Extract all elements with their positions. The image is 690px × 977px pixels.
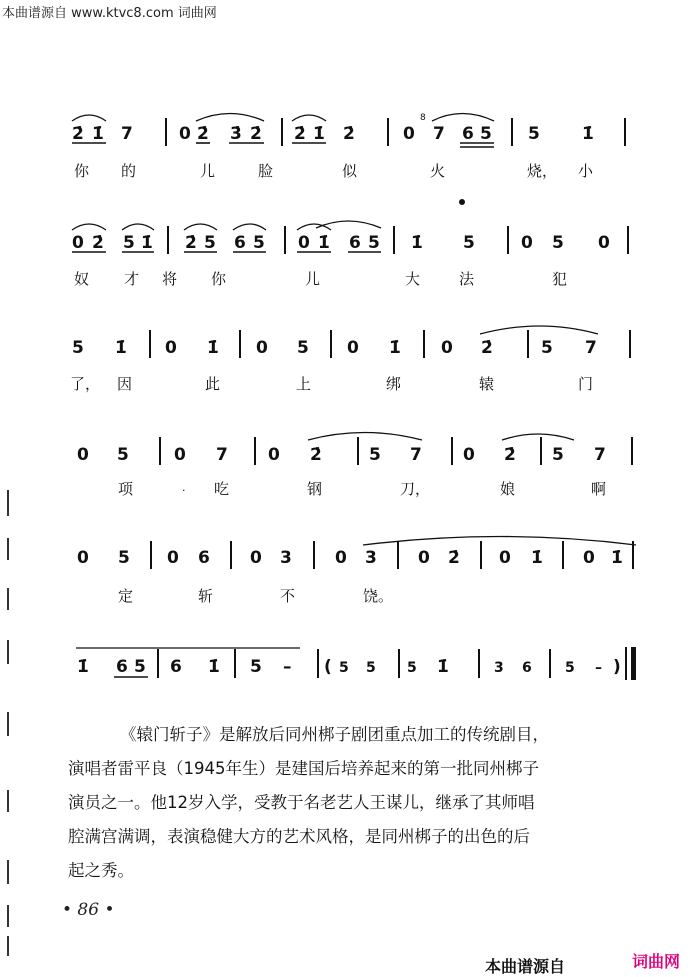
- svg-text:刀，: 刀，: [400, 480, 431, 498]
- svg-text:0: 0: [268, 445, 280, 465]
- lyrics-row-4: [118, 480, 606, 498]
- svg-text:6: 6: [116, 657, 128, 677]
- svg-text:不: 不: [280, 587, 296, 605]
- svg-text:5: 5: [552, 233, 564, 253]
- svg-text:0: 0: [174, 445, 186, 465]
- svg-text:0: 0: [77, 445, 89, 465]
- svg-text:0: 0: [256, 338, 268, 358]
- svg-text:1̇: 1̇: [207, 338, 219, 358]
- scan-mark: [7, 588, 9, 610]
- svg-text:5: 5: [463, 233, 475, 253]
- score-row-2: [72, 199, 628, 254]
- svg-text:1̇: 1̇: [437, 657, 449, 677]
- source-watermark: 本曲谱源自 www.ktvc8.com 词曲网: [2, 6, 217, 21]
- score-row-1: [72, 113, 625, 147]
- svg-text:6: 6: [170, 657, 182, 677]
- svg-text:饶。: 饶。: [363, 587, 394, 605]
- svg-text:2̇: 2̇: [310, 445, 322, 465]
- note: 0: [403, 124, 415, 144]
- svg-text:1̇: 1̇: [141, 233, 153, 253]
- note: 2̇: [294, 124, 306, 144]
- svg-text:0: 0: [335, 548, 347, 568]
- svg-text:犯: 犯: [552, 270, 568, 288]
- scan-mark: [7, 936, 9, 956]
- svg-text:法: 法: [459, 270, 475, 288]
- svg-text:脸: 脸: [258, 162, 274, 180]
- note: 1̇: [582, 124, 594, 144]
- slur: [432, 114, 494, 122]
- svg-text:0: 0: [499, 548, 511, 568]
- svg-text:5: 5: [368, 233, 380, 253]
- description-line: 《辕门斩子》是解放后同州梆子剧团重点加工的传统剧目，: [120, 725, 549, 744]
- note: 2̇: [343, 124, 355, 144]
- footer-source-label: 本曲谱源自: [485, 957, 566, 976]
- svg-text:5: 5: [134, 657, 146, 677]
- note: 7: [121, 124, 133, 144]
- note: 2̇: [250, 124, 262, 144]
- svg-text:2̇: 2̇: [448, 548, 460, 568]
- grace-note: 8: [420, 113, 426, 123]
- scan-mark: [7, 490, 9, 516]
- scan-mark: [7, 640, 9, 664]
- score-row-5: [77, 537, 636, 570]
- svg-text:5: 5: [123, 233, 135, 253]
- svg-text:钢: 钢: [307, 480, 323, 498]
- slur: [196, 114, 264, 122]
- svg-text:你: 你: [211, 270, 227, 288]
- score-row-6: [76, 647, 636, 680]
- svg-text:3: 3: [280, 548, 292, 568]
- svg-text:5: 5: [339, 660, 349, 676]
- svg-text:5: 5: [369, 445, 381, 465]
- slur: [72, 115, 106, 121]
- svg-text:5: 5: [72, 338, 84, 358]
- note: 6: [462, 124, 474, 144]
- svg-text:5: 5: [552, 445, 564, 465]
- svg-text:3: 3: [365, 548, 377, 568]
- svg-text:将: 将: [162, 270, 178, 288]
- svg-text:项: 项: [118, 480, 134, 498]
- scan-mark: [7, 790, 9, 812]
- svg-text:小: 小: [578, 162, 594, 180]
- svg-text:的: 的: [121, 162, 137, 180]
- accent-dot: [459, 199, 465, 205]
- note: 1̇: [92, 124, 104, 144]
- svg-text:–: –: [283, 657, 292, 677]
- svg-text:0: 0: [165, 338, 177, 358]
- svg-text:0: 0: [298, 233, 310, 253]
- svg-text:1̇: 1̇: [77, 657, 89, 677]
- footer-brand-label: 词曲网: [631, 952, 680, 971]
- svg-text:定: 定: [118, 587, 134, 605]
- svg-text:5: 5: [204, 233, 216, 253]
- note: 2̇: [197, 124, 209, 144]
- svg-text:7: 7: [410, 445, 422, 465]
- svg-text:5: 5: [407, 660, 417, 676]
- svg-text:(: (: [324, 657, 332, 677]
- svg-text:0: 0: [598, 233, 610, 253]
- svg-text:你: 你: [74, 162, 90, 180]
- slur: [292, 115, 326, 121]
- svg-text:5: 5: [366, 660, 376, 676]
- svg-text:门: 门: [578, 375, 594, 393]
- scan-mark: [7, 712, 9, 736]
- svg-text:0: 0: [347, 338, 359, 358]
- svg-text:0: 0: [77, 548, 89, 568]
- svg-text:0: 0: [72, 233, 84, 253]
- note: 3̇: [230, 124, 242, 144]
- svg-text:6: 6: [234, 233, 246, 253]
- svg-text:了，: 了，: [70, 375, 101, 393]
- svg-text:5: 5: [118, 548, 130, 568]
- scan-mark: [7, 860, 9, 884]
- svg-text:娘: 娘: [500, 480, 516, 498]
- svg-text:1̇: 1̇: [208, 657, 220, 677]
- svg-text:此: 此: [205, 375, 221, 393]
- svg-text:1̇: 1̇: [389, 338, 401, 358]
- lyrics-row-2: [74, 270, 567, 288]
- svg-text:·: ·: [182, 484, 186, 497]
- svg-text:才: 才: [124, 270, 140, 288]
- svg-text:5: 5: [565, 660, 575, 676]
- svg-text:3: 3: [494, 660, 504, 676]
- svg-text:5: 5: [541, 338, 553, 358]
- svg-text:2̇: 2̇: [185, 233, 197, 253]
- score-row-4: [77, 433, 632, 466]
- svg-text:似: 似: [342, 162, 358, 180]
- page-number: • 86 •: [62, 900, 115, 920]
- note: 5: [480, 124, 492, 144]
- svg-text:0: 0: [521, 233, 533, 253]
- svg-text:儿: 儿: [305, 270, 321, 288]
- svg-text:0: 0: [441, 338, 453, 358]
- svg-text:1̇: 1̇: [115, 338, 127, 358]
- note: 0: [179, 124, 191, 144]
- svg-text:烧，: 烧，: [527, 162, 558, 180]
- note: 7: [433, 124, 445, 144]
- svg-text:1̇: 1̇: [411, 233, 423, 253]
- lyrics-row-3: [70, 375, 593, 393]
- svg-text:0: 0: [167, 548, 179, 568]
- svg-text:大: 大: [405, 270, 421, 288]
- description-line: 演唱者雷平良（1945年生）是建国后培养起来的第一批同州梆子: [68, 759, 539, 778]
- score-row-3: [72, 326, 630, 358]
- svg-text:2̇: 2̇: [481, 338, 493, 358]
- scan-mark: [7, 538, 9, 560]
- svg-text:6: 6: [198, 548, 210, 568]
- lyrics-row-5: [118, 587, 393, 605]
- svg-text:–: –: [595, 660, 602, 676]
- svg-text:5: 5: [253, 233, 265, 253]
- svg-text:0: 0: [250, 548, 262, 568]
- svg-text:): ): [613, 657, 621, 677]
- svg-text:7: 7: [585, 338, 597, 358]
- description-line: 起之秀。: [68, 861, 134, 880]
- svg-text:5: 5: [250, 657, 262, 677]
- description-line: 演员之一。他12岁入学，受教于名老艺人王谋儿，继承了其师唱: [68, 793, 535, 812]
- svg-text:斩: 斩: [198, 587, 214, 605]
- svg-text:上: 上: [296, 375, 312, 393]
- svg-text:6: 6: [349, 233, 361, 253]
- description-line: 腔满宫满调，表演稳健大方的艺术风格，是同州梆子的出色的后: [68, 827, 530, 846]
- note: 2̇: [72, 124, 84, 144]
- svg-text:1̇: 1̇: [611, 548, 623, 568]
- description-text: [68, 718, 648, 888]
- svg-text:1̇: 1̇: [318, 233, 330, 253]
- lyrics-row-1: [74, 162, 594, 180]
- svg-text:1̇: 1̇: [531, 548, 543, 568]
- svg-text:7: 7: [594, 445, 606, 465]
- svg-text:0: 0: [418, 548, 430, 568]
- note: 1̇: [313, 124, 325, 144]
- svg-text:0: 0: [583, 548, 595, 568]
- svg-text:火: 火: [430, 162, 446, 180]
- svg-text:辕: 辕: [479, 375, 495, 393]
- svg-text:6: 6: [522, 660, 532, 676]
- svg-text:5: 5: [117, 445, 129, 465]
- svg-text:绑: 绑: [386, 375, 402, 393]
- svg-text:因: 因: [117, 375, 133, 393]
- svg-text:儿: 儿: [200, 162, 216, 180]
- svg-text:啊: 啊: [591, 480, 607, 498]
- svg-text:奴: 奴: [74, 270, 90, 288]
- svg-text:吃: 吃: [214, 480, 230, 498]
- svg-text:5: 5: [297, 338, 309, 358]
- svg-text:2̇: 2̇: [504, 445, 516, 465]
- svg-text:7: 7: [216, 445, 228, 465]
- final-barline: [631, 647, 636, 680]
- svg-text:2̇: 2̇: [92, 233, 104, 253]
- note: 5: [528, 124, 540, 144]
- svg-text:0: 0: [463, 445, 475, 465]
- scan-mark: [7, 905, 9, 927]
